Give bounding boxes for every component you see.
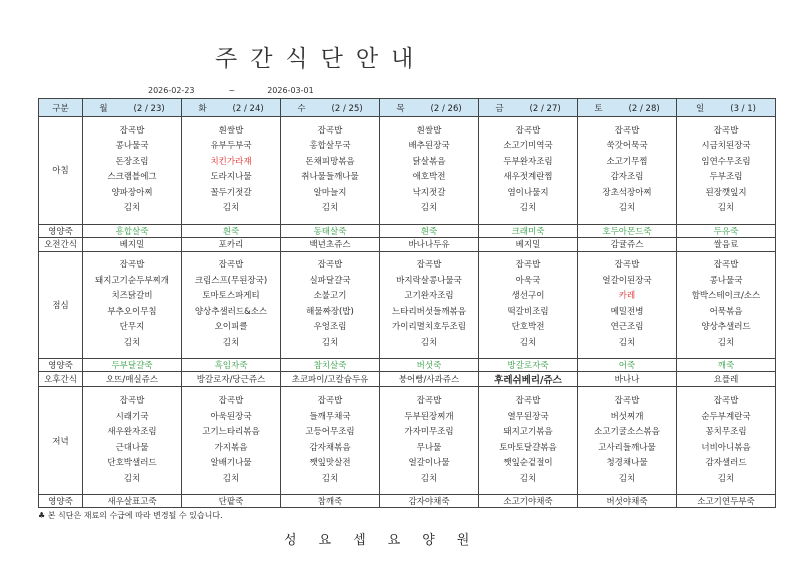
menu-item: 잡곡밥 — [515, 396, 541, 407]
menu-item: 김치 — [222, 337, 240, 348]
menu-item: 근대나물 — [115, 442, 149, 453]
porridge2-row — [39, 359, 776, 372]
day-name: 금 — [495, 103, 504, 114]
menu-item: 두부조림 — [709, 172, 743, 183]
porridge1-item: 흰죽 — [380, 224, 479, 237]
menu-item: 아욱국 — [515, 275, 541, 286]
menu-item: 김치 — [222, 203, 240, 214]
menu-item: 김치 — [420, 203, 438, 214]
menu-item: 감자조림 — [610, 172, 644, 183]
page-title: 주간식단안내 — [215, 46, 427, 72]
dinner-cell — [380, 387, 479, 495]
pm_snack-item: 후레쉬베리/쥬스 — [479, 372, 578, 387]
menu-item: 토마토스파게티 — [202, 291, 260, 302]
dinner-cell — [479, 387, 578, 495]
menu-item: 잡곡밥 — [614, 396, 640, 407]
lunch-cell — [281, 251, 380, 359]
menu-item: 두부된장찌개 — [404, 411, 454, 422]
am_snack-item: 바나나두유 — [380, 237, 479, 251]
menu-item: 생선구이 — [511, 291, 545, 302]
lunch-cell — [83, 251, 182, 359]
porridge1-item: 흥합살죽 — [83, 224, 182, 237]
menu-item: 가자미무조림 — [404, 427, 454, 438]
menu-item: 임연수무조림 — [701, 156, 751, 167]
menu-item: 김치 — [321, 473, 339, 484]
menu-item: 콩나물국 — [115, 141, 149, 152]
porridge3-item: 소고기야채죽 — [479, 495, 578, 508]
header-category: 구분 — [39, 99, 83, 117]
label-lunch: 점심 — [39, 251, 83, 359]
menu-item: 단호박샐러드 — [107, 458, 157, 469]
menu-item: 배추된장국 — [408, 141, 450, 152]
label-porridge: 영양죽 — [39, 224, 83, 237]
menu-item: 새우젓계란찜 — [503, 172, 553, 183]
pm_snack-item: 붕어빵/사과쥬스 — [380, 372, 479, 387]
pm_snack-item: 오뜨/매실쥬스 — [83, 372, 182, 387]
menu-item: 잡곡밥 — [416, 396, 442, 407]
breakfast-cell — [380, 117, 479, 225]
lunch-cell — [182, 251, 281, 359]
menu-item: 스크램블에그 — [107, 172, 157, 183]
menu-item: 시금치된장국 — [701, 141, 751, 152]
date-range — [148, 86, 320, 95]
am_snack-item: 쌀음료 — [677, 237, 776, 251]
date-separator: ~ — [228, 86, 236, 95]
breakfast-cell — [578, 117, 677, 225]
menu-item: 들깨무채국 — [309, 411, 351, 422]
menu-item: 소고기무찜 — [606, 156, 648, 167]
day-name: 목 — [396, 103, 405, 114]
menu-item: 양상추샐러드&소스 — [194, 306, 268, 317]
menu-item: 잡곡밥 — [119, 260, 145, 271]
breakfast-cell — [677, 117, 776, 225]
breakfast-cell — [182, 117, 281, 225]
header-day-sun — [677, 99, 776, 117]
porridge2-item: 흑임자죽 — [182, 359, 281, 372]
header-day-thu — [380, 99, 479, 117]
menu-item: 오이피클 — [214, 322, 248, 333]
porridge2-item: 버섯죽 — [380, 359, 479, 372]
menu-item: 돼지고기순두부찌개 — [95, 275, 169, 286]
facility-name: 성요셉요양원 — [284, 533, 492, 548]
menu-item: 김치 — [717, 473, 735, 484]
menu-item: 김치 — [420, 473, 438, 484]
breakfast-row — [39, 117, 776, 225]
menu-item: 잡곡밥 — [614, 260, 640, 271]
menu-item: 얼갈이된장국 — [602, 275, 652, 286]
menu-item: 느타리버섯들깨볶음 — [392, 306, 466, 317]
porridge3-item: 참깨죽 — [281, 495, 380, 508]
menu-item: 김치 — [222, 473, 240, 484]
header-day-mon — [83, 99, 182, 117]
porridge1-item: 두유죽 — [677, 224, 776, 237]
dinner-cell — [83, 387, 182, 495]
menu-item: 잡곡밥 — [614, 125, 640, 136]
menu-item: 도라지나물 — [210, 172, 252, 183]
header-day-wed — [281, 99, 380, 117]
menu-item: 가이리멸치호두조림 — [392, 322, 466, 333]
dinner-cell — [578, 387, 677, 495]
porridge3-item: 소고기연두부죽 — [677, 495, 776, 508]
porridge1-item: 크래미죽 — [479, 224, 578, 237]
porridge1-item: 호두아몬드죽 — [578, 224, 677, 237]
menu-item: 토마토달걀볶음 — [499, 442, 557, 453]
menu-item: 치즈닭갈비 — [111, 291, 153, 302]
breakfast-cell — [83, 117, 182, 225]
menu-item: 바지락살콩나물국 — [396, 275, 462, 286]
menu-item: 쑥갓어묵국 — [606, 141, 648, 152]
dinner-row — [39, 387, 776, 495]
header-day-sat — [578, 99, 677, 117]
menu-item: 새우완자조림 — [107, 427, 157, 438]
menu-item: 잡곡밥 — [713, 396, 739, 407]
menu-item: 부추오이무침 — [107, 306, 157, 317]
menu-item: 김치 — [519, 203, 537, 214]
menu-item: 꼴두기젓갈 — [210, 187, 252, 198]
menu-item: 고기완자조림 — [404, 291, 454, 302]
menu-item: 염이나물지 — [507, 187, 549, 198]
menu-item: 돼지고기볶음 — [503, 427, 553, 438]
menu-item: 감자채볶음 — [309, 442, 351, 453]
menu-item: 김치 — [519, 337, 537, 348]
lunch-row — [39, 251, 776, 359]
porridge3-item: 감자야채죽 — [380, 495, 479, 508]
menu-item: 김치 — [717, 203, 735, 214]
menu-item: 꽁치무조림 — [705, 427, 747, 438]
menu-item: 잡곡밥 — [119, 125, 145, 136]
menu-item: 잡곡밥 — [713, 125, 739, 136]
porridge2-item: 두부달걀죽 — [83, 359, 182, 372]
lunch-cell — [677, 251, 776, 359]
menu-item: 고기느타리볶음 — [202, 427, 260, 438]
menu-item: 얼갈이나물 — [408, 458, 450, 469]
lunch-cell — [479, 251, 578, 359]
porridge1-item: 동태살죽 — [281, 224, 380, 237]
breakfast-cell — [479, 117, 578, 225]
menu-item: 콩나물국 — [709, 275, 743, 286]
menu-item: 김치 — [321, 203, 339, 214]
menu-item: 김치 — [618, 337, 636, 348]
menu-item: 해물짜장(밥) — [306, 306, 354, 317]
menu-item: 카레 — [618, 291, 636, 302]
dinner-cell — [182, 387, 281, 495]
menu-item: 소고기굴소스볶음 — [594, 427, 660, 438]
menu-item: 단무지 — [119, 322, 145, 333]
menu-item: 김치 — [519, 473, 537, 484]
day-date: (3 / 1) — [730, 103, 756, 114]
porridge3-row — [39, 495, 776, 508]
menu-item: 김치 — [123, 473, 141, 484]
day-name: 토 — [594, 103, 603, 114]
menu-item: 잡곡밥 — [713, 260, 739, 271]
label-porridge: 영양죽 — [39, 495, 83, 508]
menu-item: 돈채피망볶음 — [305, 156, 355, 167]
menu-item: 치킨가라쟤 — [210, 156, 252, 167]
am_snack-row — [39, 237, 776, 251]
menu-item: 양상추샐러드 — [701, 322, 751, 333]
header-day-tue — [182, 99, 281, 117]
dinner-cell — [281, 387, 380, 495]
menu-item: 취나물들깨나물 — [301, 172, 359, 183]
menu-item: 메밀전병 — [610, 306, 644, 317]
menu-item: 고등어무조림 — [305, 427, 355, 438]
menu-item: 알마늘지 — [313, 187, 347, 198]
menu-table — [38, 98, 776, 508]
label-pm-snack: 오후간식 — [39, 372, 83, 387]
menu-item: 잡곡밥 — [416, 260, 442, 271]
menu-item: 너비아니볶음 — [701, 442, 751, 453]
menu-item: 잡곡밥 — [317, 125, 343, 136]
porridge3-item: 새우살표고죽 — [83, 495, 182, 508]
menu-item: 연근조림 — [610, 322, 644, 333]
header-day-fri — [479, 99, 578, 117]
pm_snack-item: 방갈로자/당근쥬스 — [182, 372, 281, 387]
menu-item: 쨋잎맛살전 — [309, 458, 351, 469]
porridge3-item: 단팥죽 — [182, 495, 281, 508]
am_snack-item: 베지밀 — [83, 237, 182, 251]
porridge1-row — [39, 224, 776, 237]
date-start: 2026-02-23 — [148, 86, 195, 95]
menu-item: 청경채나물 — [606, 458, 648, 469]
menu-item: 김치 — [123, 203, 141, 214]
label-breakfast: 아침 — [39, 117, 83, 225]
am_snack-item: 포카리 — [182, 237, 281, 251]
porridge2-item: 방갈로자죽 — [479, 359, 578, 372]
menu-item: 열무된장국 — [507, 411, 549, 422]
menu-item: 잡곡밥 — [515, 125, 541, 136]
menu-change-note: ♣ 본 식단은 재료의 수급에 따라 변경될 수 있습니다. — [38, 511, 223, 520]
am_snack-item: 감귤쥬스 — [578, 237, 677, 251]
menu-item: 소불고기 — [313, 291, 347, 302]
menu-item: 장초석장아찌 — [602, 187, 652, 198]
menu-item: 가지볶음 — [214, 442, 248, 453]
menu-item: 흰쌀밥 — [218, 125, 244, 136]
menu-item: 잡곡밥 — [515, 260, 541, 271]
menu-item: 쨋잎순겉절이 — [503, 458, 553, 469]
menu-item: 고사리들깨나물 — [598, 442, 656, 453]
porridge2-item: 어죽 — [578, 359, 677, 372]
menu-item: 애호박전 — [412, 172, 446, 183]
menu-item: 잡곡밥 — [119, 396, 145, 407]
day-date: (2 / 25) — [331, 103, 363, 114]
lunch-cell — [380, 251, 479, 359]
menu-item: 두부완자조림 — [503, 156, 553, 167]
date-end: 2026-03-01 — [267, 86, 314, 95]
menu-item: 유부두부국 — [210, 141, 252, 152]
pm_snack-item: 바나나 — [578, 372, 677, 387]
day-date: (2 / 23) — [133, 103, 165, 114]
menu-item: 어묵볶음 — [709, 306, 743, 317]
menu-item: 김치 — [123, 337, 141, 348]
menu-item: 크림스프(무된장국) — [194, 275, 268, 286]
menu-item: 김치 — [618, 473, 636, 484]
header-row — [39, 99, 776, 117]
day-date: (2 / 26) — [430, 103, 462, 114]
pm_snack-row — [39, 372, 776, 387]
porridge2-item: 깨죽 — [677, 359, 776, 372]
menu-item: 알배기나물 — [210, 458, 252, 469]
menu-item: 잡곡밥 — [218, 396, 244, 407]
label-am-snack: 오전간식 — [39, 237, 83, 251]
menu-item: 잡곡밥 — [317, 396, 343, 407]
menu-item: 흰쌀밥 — [416, 125, 442, 136]
menu-item: 된장깻잎지 — [705, 187, 747, 198]
pm_snack-item: 초코파이/고칼슘두유 — [281, 372, 380, 387]
am_snack-item: 베지밀 — [479, 237, 578, 251]
day-name: 수 — [297, 103, 306, 114]
menu-item: 잡곡밥 — [218, 260, 244, 271]
menu-item: 김치 — [321, 337, 339, 348]
day-name: 월 — [99, 103, 108, 114]
menu-item: 단호박전 — [511, 322, 545, 333]
label-porridge: 영양죽 — [39, 359, 83, 372]
menu-item: 양파장아찌 — [111, 187, 153, 198]
day-date: (2 / 28) — [628, 103, 660, 114]
breakfast-cell — [281, 117, 380, 225]
day-name: 화 — [198, 103, 207, 114]
menu-item: 김치 — [420, 337, 438, 348]
menu-item: 감자샐러드 — [705, 458, 747, 469]
am_snack-item: 백년초쥬스 — [281, 237, 380, 251]
menu-item: 아욱된장국 — [210, 411, 252, 422]
day-date: (2 / 24) — [232, 103, 264, 114]
menu-item: 잡곡밥 — [317, 260, 343, 271]
menu-item: 버섯찌개 — [610, 411, 644, 422]
lunch-cell — [578, 251, 677, 359]
porridge2-item: 참치살죽 — [281, 359, 380, 372]
day-date: (2 / 27) — [529, 103, 561, 114]
pm_snack-item: 요플레 — [677, 372, 776, 387]
menu-item: 함박스테이크/소스 — [691, 291, 761, 302]
porridge3-item: 버섯야채죽 — [578, 495, 677, 508]
day-name: 일 — [696, 103, 705, 114]
porridge1-item: 흰죽 — [182, 224, 281, 237]
menu-item: 홍합살무국 — [309, 141, 351, 152]
menu-item: 시래기국 — [115, 411, 149, 422]
label-dinner: 저녁 — [39, 387, 83, 495]
menu-item: 김치 — [717, 337, 735, 348]
menu-item: 낙지젓갈 — [412, 187, 446, 198]
menu-item: 김치 — [618, 203, 636, 214]
menu-item: 소고기미역국 — [503, 141, 553, 152]
menu-item: 닭살볶음 — [412, 156, 446, 167]
menu-item: 실파달걀국 — [309, 275, 351, 286]
menu-item: 무나물 — [416, 442, 442, 453]
menu-item: 순두부계란국 — [701, 411, 751, 422]
menu-item: 우엉조림 — [313, 322, 347, 333]
menu-item: 떡갈비조림 — [507, 306, 549, 317]
dinner-cell — [677, 387, 776, 495]
menu-item: 돈장조림 — [115, 156, 149, 167]
